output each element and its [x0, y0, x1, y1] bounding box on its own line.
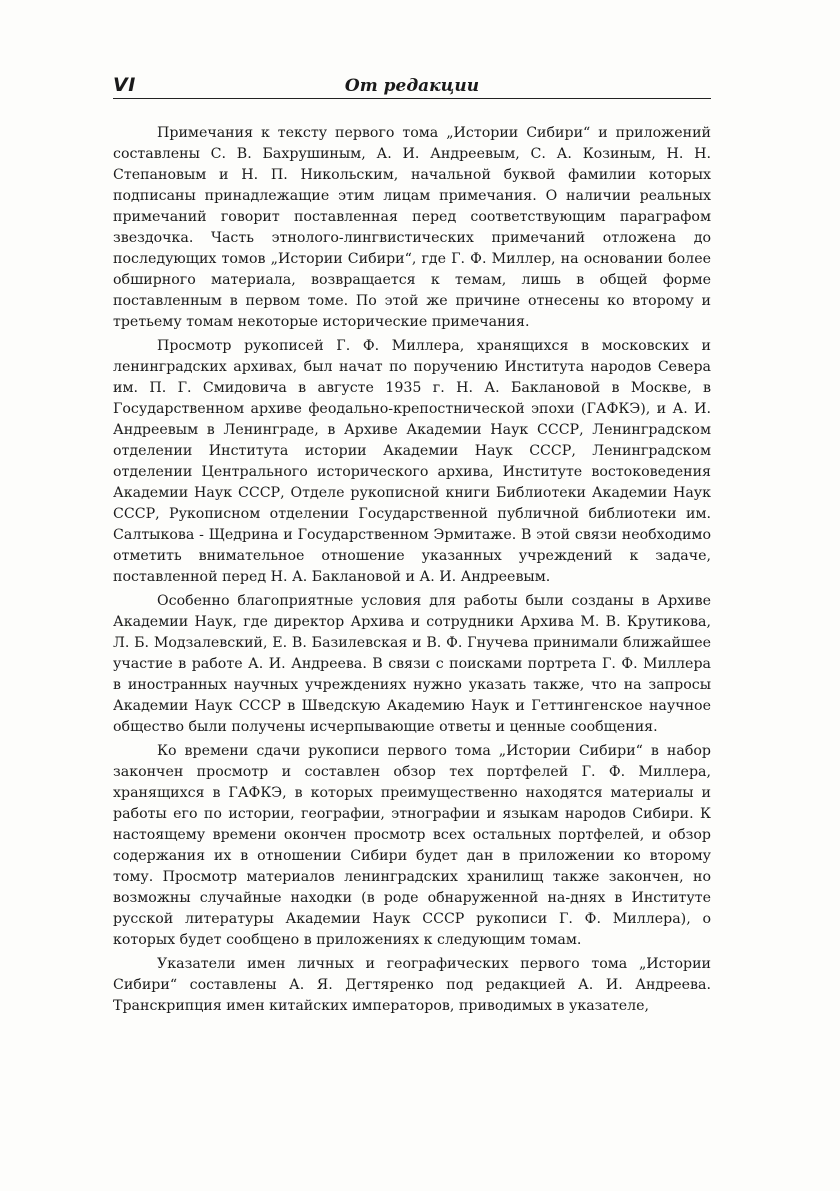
- page-header: [113, 74, 711, 99]
- page-number: VI: [113, 74, 136, 96]
- document-page: [113, 74, 711, 1017]
- paragraph: Примечания к тексту первого тома „Истории Сибири“ и приложений составлены С. В. Бахрушиным, А. И. Андреевым, С. А. Козиным, Н. Н. Степановым и Н. П. Никольским, начальной буквой фамилии которых подписаны принадлежащие этим лицам примечания. О наличии реальных примечаний говорит поставленная перед соответствующим параграфом звездочка. Часть этнолого-лингвистических примечаний отложена до последующих томов „Истории Сибири“, где Г. Ф. Миллер, на основании более обширного материала, возвращается к темам, лишь в общей форме поставленным в первом томе. По этой же причине отнесены ко второму и третьему томам некоторые исторические примечания.: [113, 125, 711, 330]
- paragraph: Ко времени сдачи рукописи первого тома „Истории Сибири“ в набор закончен просмотр и составлен обзор тех портфелей Г. Ф. Миллера, хранящихся в ГАФКЭ, в которых преимущественно находятся материалы и работы его по истории, географии, этнографии и языкам народов Сибири. К настоящему времени окончен просмотр всех остальных портфелей, и обзор содержания их в отношении Сибири будет дан в приложении ко второму тому. Просмотр материалов ленинградских хранилищ также закончен, но возможны случайные находки (в роде обнаруженной на-днях в Институте русской литературы Академии Наук СССР рукописи Г. Ф. Миллера), о которых будет сообщено в приложениях к следующим томам.: [113, 743, 711, 948]
- running-title: От редакции: [344, 76, 480, 96]
- body-text: [113, 123, 711, 1017]
- paragraph: Особенно благоприятные условия для работы были созданы в Архиве Академии Наук, где директор Архива и сотрудники Архива М. В. Крутикова, Л. Б. Модзалевский, Е. В. Базилевская и В. Ф. Гнучева принимали ближайшее участие в работе А. И. Андреева. В связи с поисками портрета Г. Ф. Миллера в иностранных научных учреждениях нужно указать также, что на запросы Академии Наук СССР в Шведскую Академию Наук и Геттингенское научное общество были получены исчерпывающие ответы и ценные сообщения.: [113, 593, 711, 735]
- paragraph: Просмотр рукописей Г. Ф. Миллера, хранящихся в московских и ленинградских архивах, был начат по поручению Института народов Севера им. П. Г. Смидовича в августе 1935 г. Н. А. Баклановой в Москве, в Государственном архиве феодально-крепостнической эпохи (ГАФКЭ), и А. И. Андреевым в Ленинграде, в Архиве Академии Наук СССР, Ленинградском отделении Института истории Академии Наук СССР, Ленинградском отделении Центрального исторического архива, Институте востоковедения Академии Наук СССР, Отделе рукописной книги Библиотеки Академии Наук СССР, Рукописном отделении Государственной публичной библиотеки им. Салтыкова - Щедрина и Государственном Эрмитаже. В этой связи необходимо отметить внимательное отношение указанных учреждений к задаче, поставленной перед Н. А. Баклановой и А. И. Андреевым.: [113, 338, 711, 585]
- paragraph: Указатели имен личных и географических первого тома „Истории Сибири“ составлены А. Я. Дегтяренко под редакцией А. И. Андреева. Транскрипция имен китайских императоров, приводимых в указателе,: [113, 956, 711, 1014]
